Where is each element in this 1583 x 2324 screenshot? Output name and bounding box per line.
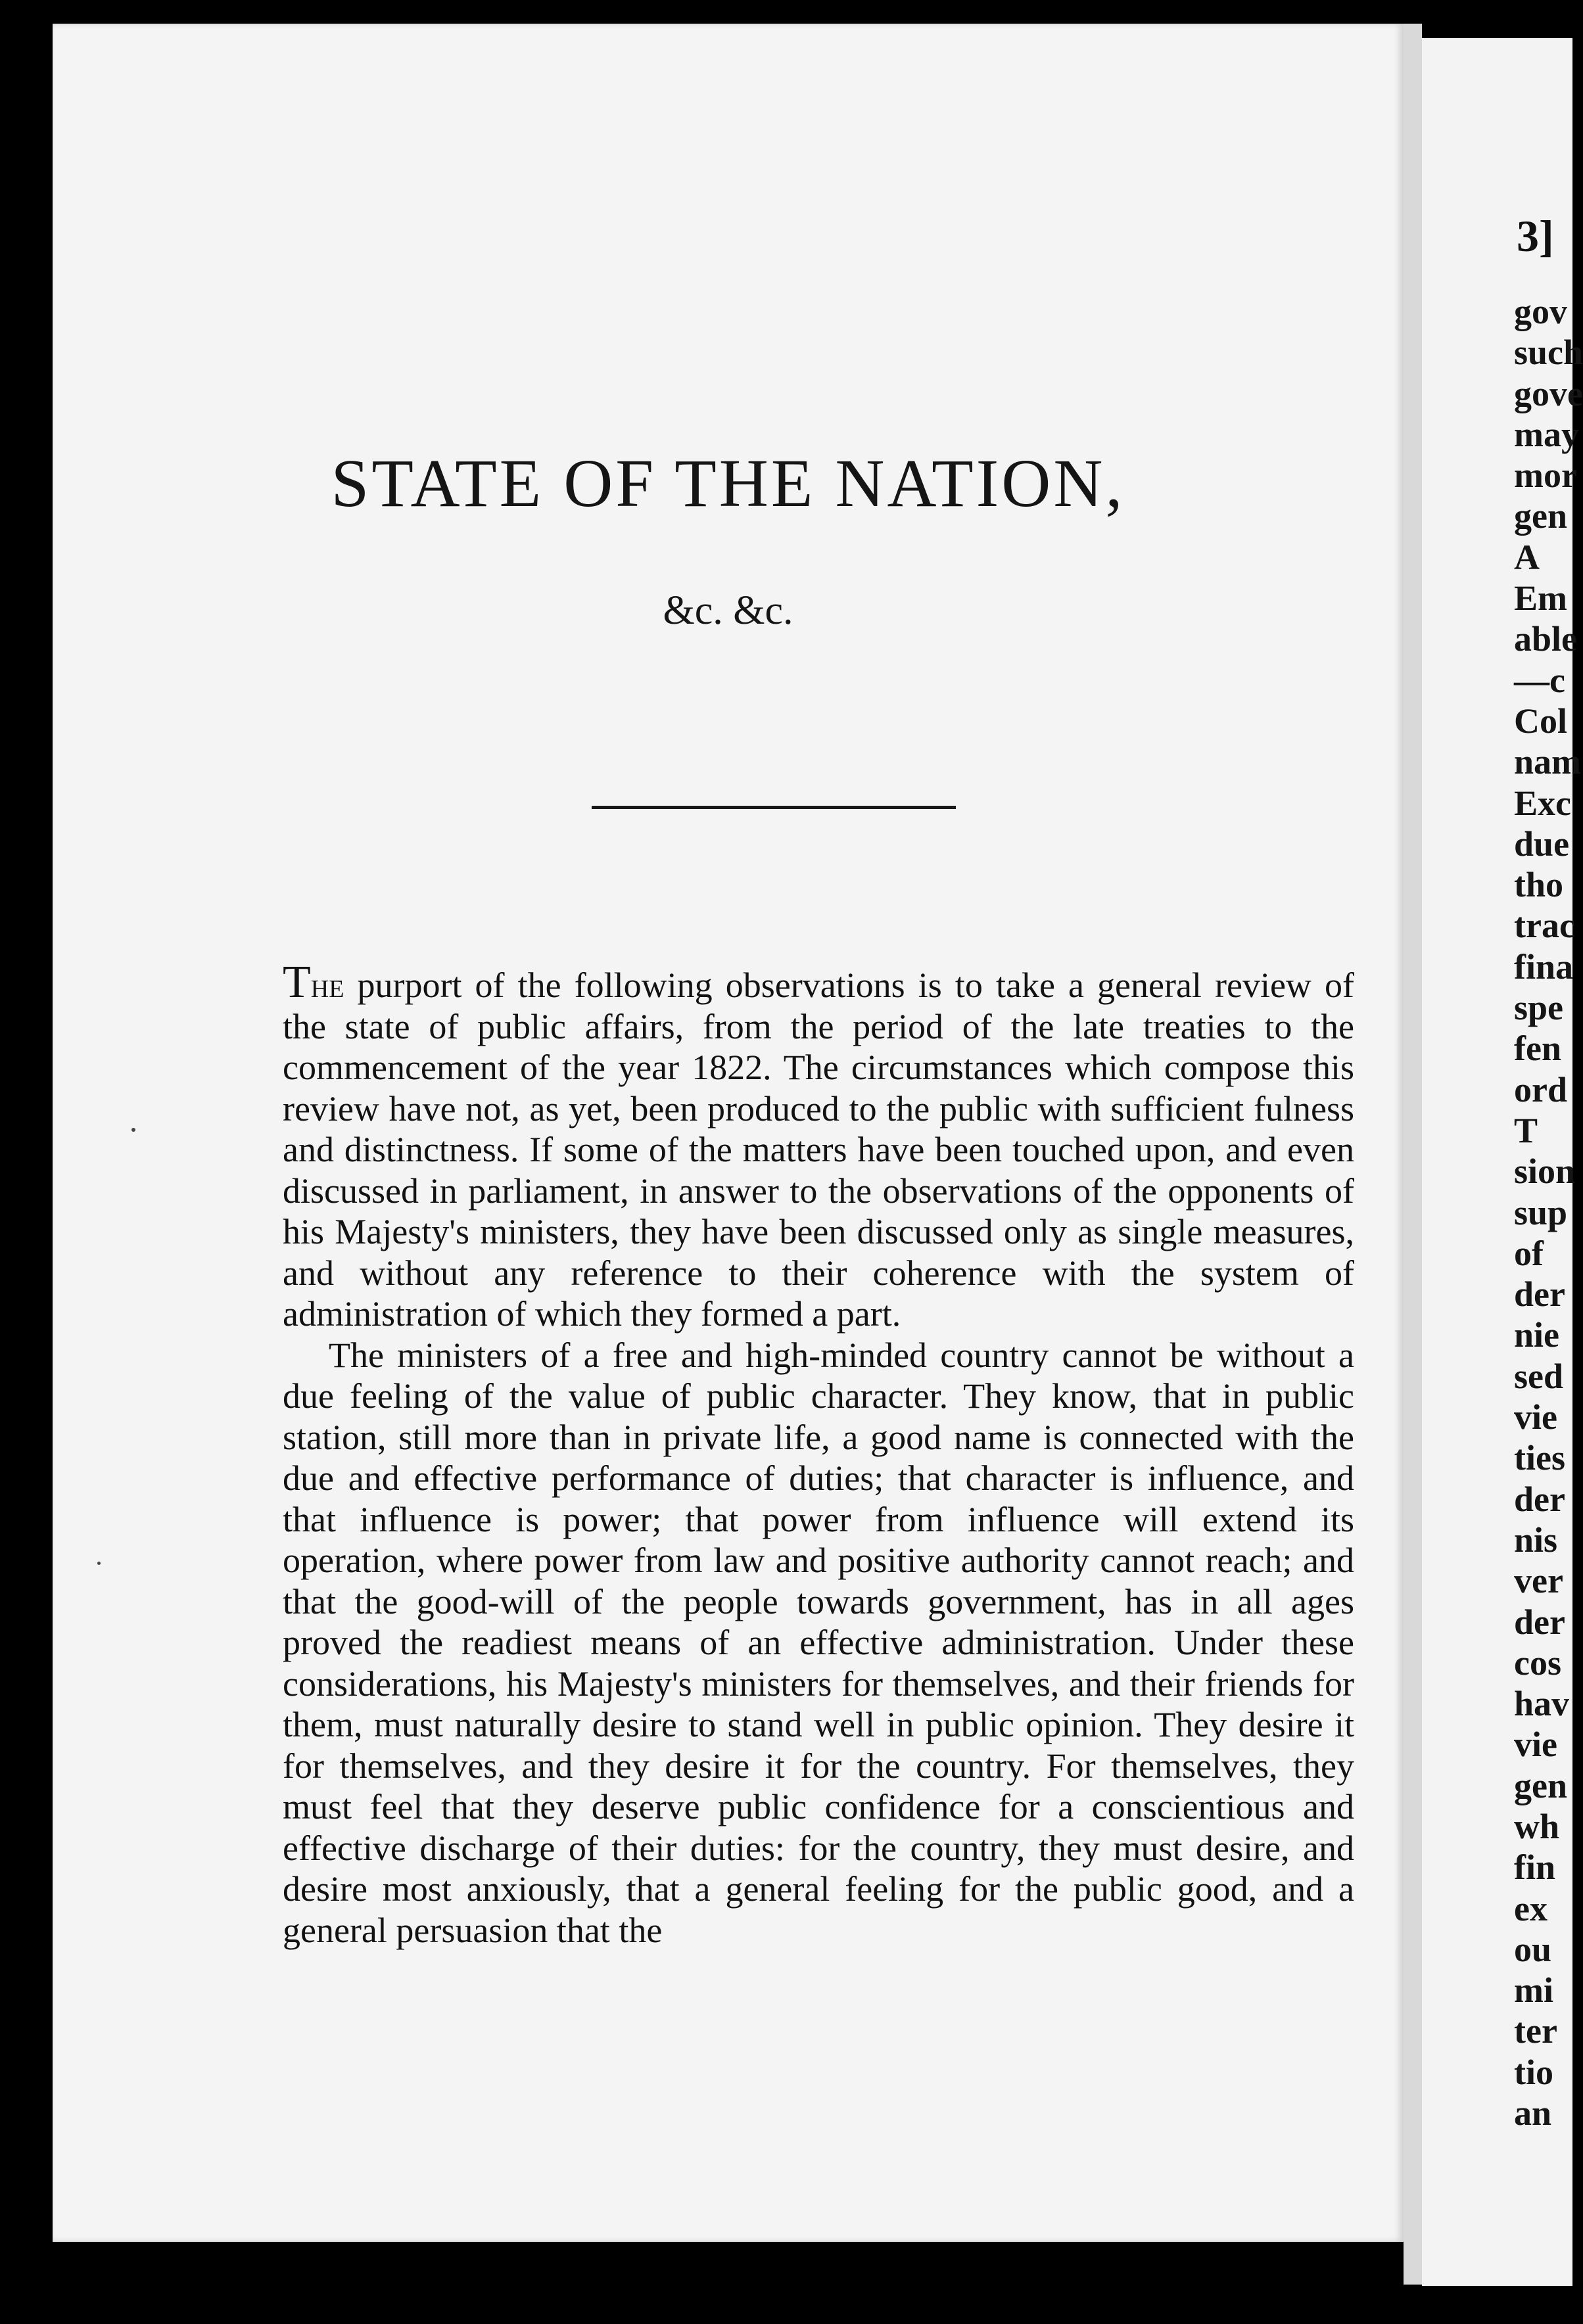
right-page-line: T <box>1514 1110 1538 1150</box>
right-page-line: Col <box>1514 701 1567 741</box>
right-page-line: Exc <box>1514 783 1571 823</box>
right-page-line: an <box>1514 2093 1552 2133</box>
right-page-line: ver <box>1514 1561 1563 1601</box>
right-page-line: der <box>1514 1479 1565 1519</box>
right-page-line: trac <box>1514 906 1575 946</box>
right-page-line: able <box>1514 619 1578 659</box>
drop-cap: T <box>283 957 311 1008</box>
right-page-line: gen <box>1514 1765 1567 1805</box>
right-page-line: gov <box>1514 292 1567 331</box>
right-page-line: vie <box>1514 1725 1557 1765</box>
right-page-line: wh <box>1514 1806 1560 1846</box>
paragraph-1-text: purport of the following observations is to take a general review of the state of public affairs, from the period of the late treaties to the commencement of the year 1822. The circumstances which compose this review have not, as yet, been produced to the public with sufficient fulness and distinctness. If some of the matters have been touched upon, and even discussed in parliament, in answer to the observations of the opponents of his Majesty's ministers, they have been discussed only as single measures, and without any reference to their coherence with the system of administration of which they formed a part. <box>283 965 1354 1334</box>
right-page-line: fina <box>1514 946 1574 987</box>
margin-speck <box>131 1128 135 1132</box>
right-page-line: sup <box>1514 1192 1568 1232</box>
right-page-line: ter <box>1514 2011 1557 2051</box>
paragraph-1 <box>283 957 1354 1335</box>
small-caps-lead: he <box>310 965 344 1005</box>
page-title: STATE OF THE NATION, <box>331 446 1125 521</box>
right-page-line: fin <box>1514 1848 1556 1888</box>
right-page-line: —c <box>1514 660 1565 700</box>
right-page-line: der <box>1514 1602 1565 1642</box>
right-page-line: spe <box>1514 988 1564 1028</box>
right-page-line: vie <box>1514 1397 1557 1437</box>
body-text <box>283 957 1354 1951</box>
right-page-line: of <box>1514 1233 1544 1273</box>
right-page-line: sion <box>1514 1151 1576 1192</box>
page-subtitle: &c. &c. <box>663 588 793 633</box>
left-page <box>53 24 1404 2242</box>
right-page-line: due <box>1514 824 1570 864</box>
right-page-line: der <box>1514 1274 1565 1314</box>
right-page-line: mi <box>1514 1970 1553 2010</box>
right-page-line: nis <box>1514 1520 1558 1560</box>
right-page-line: ord <box>1514 1069 1567 1109</box>
right-page-line: Em <box>1514 578 1567 618</box>
right-page-line: cos <box>1514 1642 1561 1683</box>
right-page-line: tho <box>1514 865 1564 905</box>
right-page-line: fen <box>1514 1029 1561 1069</box>
paragraph-2: The ministers of a free and high-minded country cannot be without a due feeling of the value of public character. They know, that in public station, still more than in private life, a good name is connected with the due and effective performance of duties; that character is influence, and that influence is power; that power from influence will extend its operation, where power from law and positive authority cannot reach; and that the good-will of the people towards government, has in all ages proved the readiest means of an effective administration. Under these considerations, his Majesty's ministers for themselves, and their friends for them, must naturally desire to stand well in public opinion. They desire it for themselves, and they desire it for the country. For themselves, they must feel that they deserve public confidence for a conscientious and effective discharge of their duties: for the country, they must desire, and desire most anxiously, that a general feeling for the public good, and a general persuasion that the <box>283 1335 1354 1950</box>
right-page-line: tio <box>1514 2052 1553 2092</box>
right-page-line: ou <box>1514 1929 1552 1969</box>
right-page-line: gen <box>1514 496 1567 536</box>
right-page-line: nie <box>1514 1315 1560 1355</box>
right-page-line: mor <box>1514 455 1577 496</box>
page-number: 3] <box>1517 211 1554 261</box>
right-page-line: may <box>1514 414 1579 454</box>
right-page-line: A <box>1514 537 1540 577</box>
right-page-line: gove <box>1514 373 1583 413</box>
right-page-line: sed <box>1514 1356 1564 1396</box>
title-rule <box>592 806 956 809</box>
right-page-text <box>1514 291 1583 2133</box>
right-page <box>1422 38 1583 2286</box>
margin-speck <box>97 1562 101 1565</box>
right-page-line: nam <box>1514 742 1582 782</box>
right-page-line: hav <box>1514 1684 1570 1724</box>
right-page-line: ex <box>1514 1888 1548 1928</box>
right-page-line: ties <box>1514 1438 1565 1478</box>
book-gutter <box>1404 24 1422 2285</box>
right-page-line: such <box>1514 333 1583 373</box>
